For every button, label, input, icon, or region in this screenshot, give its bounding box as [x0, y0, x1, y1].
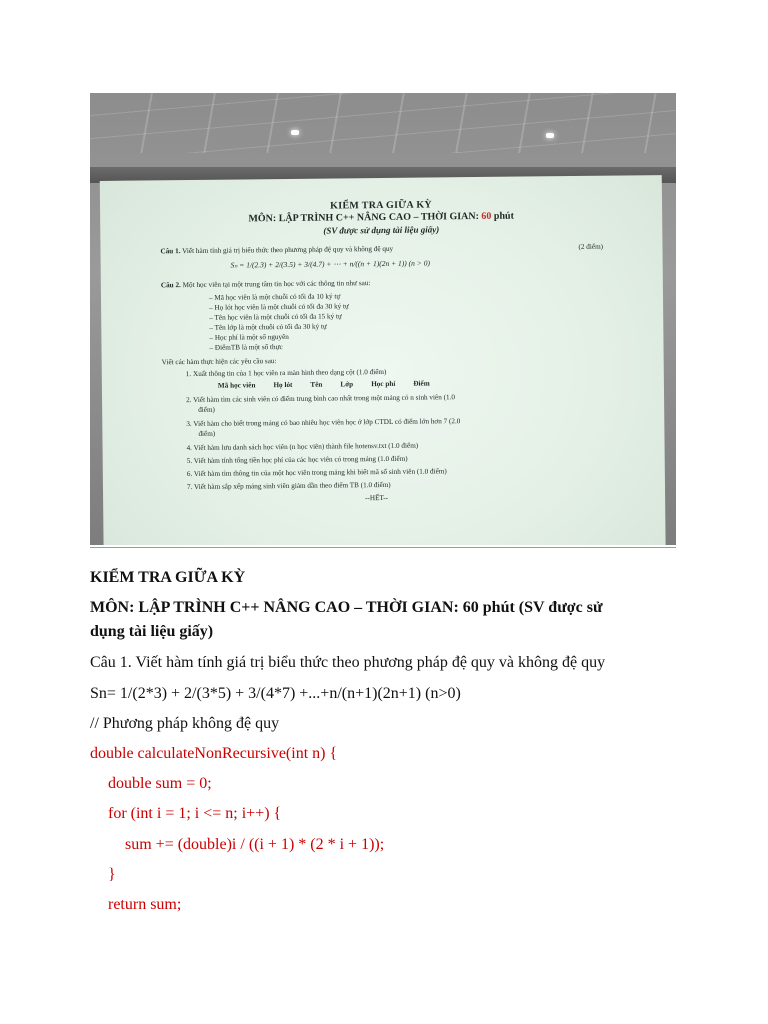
- ceiling-light: [546, 133, 554, 138]
- ceiling: [90, 93, 676, 153]
- photo-field: – Họ lót học viên là một chuỗi có tối đa 30 ký tự: [209, 302, 349, 312]
- code-line: double sum = 0;: [108, 775, 212, 792]
- photo-q1: Câu 1. Viết hàm tính giá trị biểu thức theo phương pháp đệ quy và không đệ quy: [160, 244, 394, 256]
- photo-title: KIỂM TRA GIỮA KỲ: [330, 199, 432, 212]
- heading-subject: MÔN: LẬP TRÌNH C++ NÂNG CAO – THỜI GIAN: 60 phút (SV được sử: [90, 599, 603, 616]
- code-line: }: [108, 866, 116, 883]
- photo-req: 5. Viết hàm tính tổng tiền học phí của các học viên có trong mảng (1.0 điểm): [186, 454, 408, 466]
- photo-req: 2. Viết hàm tìm các sinh viên có điểm trung bình cao nhất trong một mảng có n sinh viên (1.0: [186, 393, 456, 405]
- code-line: sum += (double)i / ((i + 1) * (2 * i + 1));: [125, 836, 385, 853]
- heading-exam: KIỂM TRA GIỮA KỲ: [90, 569, 246, 586]
- divider: [90, 547, 676, 548]
- photo-req-intro: Viết các hàm thực hiện các yêu cầu sau:: [161, 357, 277, 367]
- photo-field: – Tên lớp là một chuỗi có tối đa 30 ký tự: [209, 322, 327, 332]
- photo-field: – Tên học viên là một chuỗi có tối đa 15 ký tự: [209, 312, 342, 322]
- photo-subject: MÔN: LẬP TRÌNH C++ NÂNG CAO – THỜI GIAN: 60 phút: [248, 210, 514, 225]
- photo-req: điểm): [198, 405, 215, 414]
- photo-req: 3. Viết hàm cho biết trong mảng có bao nhiêu học viên học ở lớp CTDL có điểm lớn hơn 7 (2.0: [186, 417, 461, 429]
- code-comment: // Phương pháp không đệ quy: [90, 715, 280, 732]
- photo-req: 7. Viết hàm sắp xếp mảng sinh viên giảm dần theo điểm TB (1.0 điểm): [186, 480, 391, 492]
- photo-q2: Câu 2. Một học viên tại một trung tâm tin học với các thông tin như sau:: [160, 279, 371, 290]
- formula: Sn= 1/(2*3) + 2/(3*5) + 3/(4*7) +...+n/(n+1)(2n+1) (n>0): [90, 685, 461, 702]
- code-line: return sum;: [108, 896, 182, 913]
- photo-end: --HẾT--: [365, 493, 389, 503]
- exam-photo: [90, 93, 676, 545]
- photo-columns: Mã học viên Họ lót Tên Lớp Học phí Điểm: [217, 379, 430, 390]
- photo-note: (SV được sử dụng tài liệu giấy): [323, 224, 440, 236]
- heading-subject-cont: dụng tài liệu giấy): [90, 623, 214, 640]
- photo-req: 6. Viết hàm tìm thông tin của một học viên trong mảng khi biết mã số sinh viên (1.0 điểm): [186, 467, 447, 479]
- question-1: Câu 1. Viết hàm tính giá trị biểu thức theo phương pháp đệ quy và không đệ quy: [90, 654, 606, 671]
- projector-screen: [100, 175, 666, 545]
- photo-formula: Sₙ = 1/(2.3) + 2/(3.5) + 3/(4.7) + ⋯ + n/((n + 1)(2n + 1)) (n > 0): [230, 258, 430, 270]
- photo-field: – Mã học viên là một chuỗi có tối đa 10 ký tự: [208, 292, 341, 302]
- photo-field: – Học phí là một số nguyên: [209, 332, 289, 342]
- photo-req: 4. Viết hàm lưu danh sách học viên (n học viên) thành file hotensv.txt (1.0 điểm): [186, 441, 419, 453]
- photo-req: 1. Xuất thông tin của 1 học viên ra màn hình theo dạng cột (1.0 điểm): [185, 367, 387, 379]
- code-line: double calculateNonRecursive(int n) {: [90, 745, 338, 762]
- ceiling-light: [291, 130, 299, 135]
- photo-req: điểm): [198, 429, 216, 438]
- photo-field: – ĐiểmTB là một số thực: [209, 343, 283, 352]
- photo-q1-points: (2 điểm): [578, 242, 604, 251]
- code-line: for (int i = 1; i <= n; i++) {: [108, 805, 282, 822]
